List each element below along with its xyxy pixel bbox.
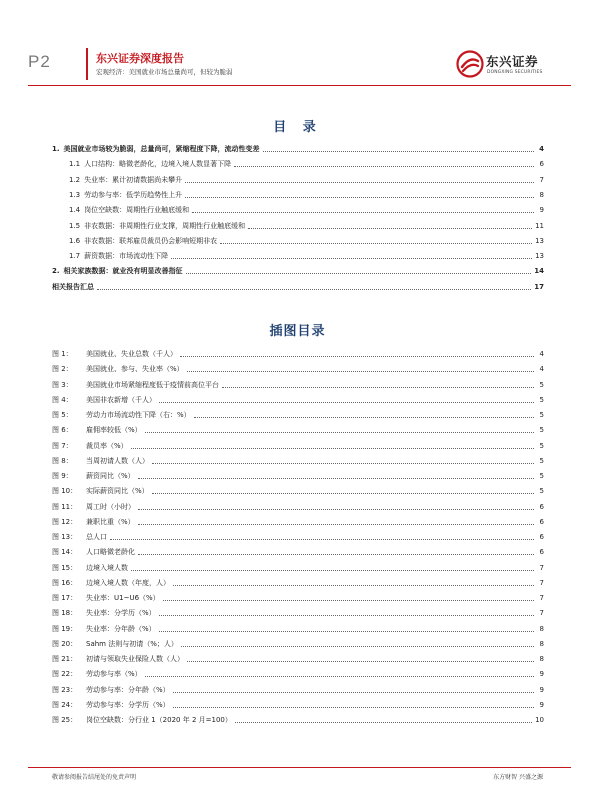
entry-page: 9 (539, 206, 544, 215)
figure-entry[interactable] (52, 515, 544, 527)
entry-number: 图 9： (52, 472, 73, 480)
entry-label: 初请与领取失业保险人数（人） (86, 655, 184, 663)
dot-leader (181, 646, 534, 647)
entry-page: 4 (539, 145, 544, 153)
entry-number: 图 5： (52, 411, 73, 419)
toc-entry[interactable] (52, 219, 544, 231)
entry-page: 6 (539, 517, 544, 526)
header-divider (86, 48, 88, 80)
entry-page: 6 (539, 502, 544, 511)
toc-entry[interactable] (52, 142, 544, 154)
entry-label: 当周初请人数（人） (86, 456, 149, 465)
entry-number: 图 1： (52, 350, 73, 358)
dot-leader (159, 615, 534, 616)
entry-number: 1.5 (69, 221, 81, 230)
report-title: 东兴证券深度报告 (96, 52, 184, 65)
figure-entry[interactable] (52, 500, 544, 512)
entry-label: 兼职比重（%） (86, 517, 135, 526)
entry-label: 岗位空缺数：分行业 1（2020 年 2 月=100） (86, 716, 232, 724)
entry-label: 人口略微老龄化 (86, 548, 135, 557)
dot-leader (138, 478, 534, 479)
entry-number: 1.1 (69, 160, 81, 169)
entry-page: 5 (539, 441, 544, 450)
logo-mark-icon (456, 50, 484, 78)
entry-number: 1.3 (69, 190, 81, 199)
figure-entry[interactable] (52, 347, 544, 359)
dot-leader (180, 356, 534, 357)
toc-entry[interactable] (52, 157, 544, 169)
dot-leader (152, 463, 534, 464)
dot-leader (171, 258, 532, 259)
logo-name: 东兴证券 (486, 54, 539, 69)
entry-label: 美国就业、失业总数（千人） (86, 350, 177, 358)
footer-rule (28, 767, 571, 768)
dot-leader (173, 707, 534, 708)
dot-leader (235, 722, 532, 723)
dot-leader (234, 166, 534, 167)
figure-entry[interactable] (52, 439, 544, 451)
entry-page: 7 (539, 594, 544, 602)
toc-entry[interactable] (52, 203, 544, 215)
entry-label: 劳动参与率：分学历（%） (86, 700, 170, 709)
entry-page: 5 (539, 395, 544, 404)
entry-label: 雇佣率较低（%） (86, 426, 142, 435)
dot-leader (263, 151, 534, 152)
entry-page: 14 (534, 267, 544, 276)
entry-page: 8 (539, 655, 544, 663)
logo-english: DONGXING SECURITIES (487, 70, 543, 75)
entry-label: 失业率：分学历（%） (86, 609, 156, 618)
dot-leader (131, 570, 534, 571)
header-rule (28, 85, 571, 86)
entry-page: 11 (535, 221, 544, 230)
entry-number: 图 4： (52, 395, 73, 404)
entry-number: 图 22： (52, 670, 78, 679)
entry-number: 图 15： (52, 563, 78, 572)
figure-entry[interactable] (52, 652, 544, 664)
entry-number: 图 16： (52, 578, 78, 587)
entry-number: 1.7 (69, 252, 81, 261)
entry-number: 图 10： (52, 487, 78, 496)
dot-leader (163, 600, 534, 601)
entry-page: 5 (539, 456, 544, 465)
dot-leader (220, 243, 532, 244)
figure-entry[interactable] (52, 484, 544, 496)
entry-number: 图 11： (52, 502, 78, 511)
dot-leader (138, 509, 534, 510)
figure-entry[interactable] (52, 454, 544, 466)
entry-page: 7 (539, 563, 544, 572)
toc-entry[interactable] (52, 173, 544, 185)
entry-label: 非农数据：联邦雇员裁员仍会影响短期非农 (84, 236, 218, 245)
dot-leader (222, 387, 534, 388)
dot-leader (173, 692, 534, 693)
entry-number: 图 21： (52, 655, 78, 663)
entry-number: 图 14： (52, 548, 78, 557)
dot-leader (185, 182, 534, 183)
entry-page: 8 (539, 624, 544, 633)
entry-page: 7 (539, 578, 544, 587)
entry-number: 1.6 (69, 236, 81, 245)
entry-number: 1. (52, 145, 60, 153)
entry-label: 劳动参与率（%） (86, 670, 142, 679)
entry-number: 图 2： (52, 365, 73, 374)
figure-entry[interactable] (52, 622, 544, 634)
entry-label: 失业率：U1~U6（%） (86, 594, 160, 602)
toc-entry[interactable] (52, 234, 544, 246)
figure-entry[interactable] (52, 667, 544, 679)
entry-label: 相关报告汇总 (52, 282, 94, 291)
dot-leader (145, 676, 534, 677)
dot-leader (152, 493, 534, 494)
entry-label: 失业率：累计初请数据尚未攀升 (84, 175, 183, 184)
figure-entry[interactable] (52, 561, 544, 573)
dot-leader (192, 212, 534, 213)
entry-number: 图 19： (52, 624, 78, 633)
figure-entry[interactable] (52, 698, 544, 710)
entry-label: 岗位空缺数：周期性行业触底缓和 (84, 206, 190, 215)
dot-leader (194, 417, 534, 418)
entry-page: 4 (539, 350, 544, 358)
toc-entry[interactable] (52, 280, 544, 292)
entry-number: 图 6： (52, 426, 73, 435)
entry-label: 美国非农新增（千人） (86, 395, 156, 404)
figure-list-title: 插图目录 (269, 324, 326, 339)
entry-label: 实际薪资同比（%） (86, 487, 149, 496)
entry-page: 17 (534, 282, 544, 291)
entry-label: 边境入境人数（年度，人） (86, 578, 170, 587)
figure-entry[interactable] (52, 576, 544, 588)
dot-leader (173, 585, 534, 586)
entry-label: 非农数据：非周期性行业支撑，周期性行业触底缓和 (84, 221, 246, 230)
entry-label: 裁员率（%） (86, 441, 128, 450)
dot-leader (185, 197, 534, 198)
entry-label: 美国就业、参与、失业率（%） (86, 365, 184, 374)
entry-page: 5 (539, 487, 544, 496)
figure-entry[interactable] (52, 713, 544, 725)
entry-page: 9 (539, 670, 544, 679)
figure-entry[interactable] (52, 545, 544, 557)
figure-entry[interactable] (52, 606, 544, 618)
entry-number: 图 13： (52, 533, 78, 541)
entry-page: 8 (539, 190, 544, 199)
entry-page: 5 (539, 426, 544, 435)
figure-entry[interactable] (52, 683, 544, 695)
entry-page: 7 (539, 175, 544, 184)
figure-entry[interactable] (52, 469, 544, 481)
figure-entry[interactable] (52, 591, 544, 603)
entry-number: 图 25： (52, 716, 78, 724)
figure-entry[interactable] (52, 362, 544, 374)
dot-leader (138, 524, 534, 525)
entry-page: 9 (539, 685, 544, 694)
dot-leader (248, 228, 532, 229)
dot-leader (187, 371, 534, 372)
entry-label: 周工时（小时） (86, 502, 135, 511)
dot-leader (186, 273, 532, 274)
dot-leader (110, 539, 534, 540)
entry-page: 13 (535, 252, 544, 261)
entry-number: 1.2 (69, 175, 81, 184)
figure-entry[interactable] (52, 408, 544, 420)
footer-slogan: 东方财智 兴盛之源 (493, 774, 543, 781)
dot-leader (145, 432, 534, 433)
entry-page: 7 (539, 609, 544, 618)
entry-label: Sahm 法则与初请（%；人） (86, 639, 178, 648)
dot-leader (131, 448, 534, 449)
dot-leader (97, 289, 531, 290)
entry-number: 图 17： (52, 594, 78, 602)
entry-page: 5 (539, 380, 544, 389)
figure-entry[interactable] (52, 378, 544, 390)
dot-leader (187, 661, 534, 662)
entry-label: 失业率：分年龄（%） (86, 624, 156, 633)
report-subtitle: 宏观经济：美国就业市场总量尚可，但较为脆弱 (96, 68, 233, 76)
entry-label: 薪资同比（%） (86, 472, 135, 480)
entry-number: 图 8： (52, 456, 73, 465)
entry-page: 5 (539, 472, 544, 480)
entry-label: 薪资数据：市场流动性下降 (84, 252, 169, 261)
entry-number: 图 23： (52, 685, 78, 694)
entry-label: 劳动力市场流动性下降（右：%） (86, 411, 191, 419)
entry-label: 相关家族数据：就业没有明显改善指征 (63, 267, 183, 276)
company-logo (456, 50, 552, 80)
entry-number: 2. (52, 267, 60, 276)
entry-page: 13 (535, 236, 544, 245)
entry-label: 人口结构：略微老龄化，边境入境人数显著下降 (84, 160, 232, 169)
entry-page: 4 (539, 365, 544, 374)
figure-entry[interactable] (52, 637, 544, 649)
entry-number: 图 18： (52, 609, 78, 618)
entry-number: 图 3： (52, 380, 73, 389)
page-number: P2 (28, 52, 51, 71)
entry-page: 9 (539, 700, 544, 709)
entry-label: 美国就业市场较为脆弱，总量尚可，紧缩程度下降，流动性变差 (63, 145, 260, 153)
entry-page: 6 (539, 160, 544, 169)
entry-label: 劳动参与率：低学历趋势性上升 (84, 190, 183, 199)
dot-leader (159, 402, 534, 403)
figure-entry[interactable] (52, 393, 544, 405)
entry-label: 边境入境人数 (86, 563, 128, 572)
dot-leader (159, 631, 534, 632)
toc-entry[interactable] (52, 188, 544, 200)
entry-page: 5 (539, 411, 544, 419)
entry-number: 图 24： (52, 700, 78, 709)
entry-label: 美国就业市场紧缩程度低于疫情前高位平台 (86, 380, 219, 389)
entry-page: 10 (535, 716, 544, 724)
entry-number: 1.4 (69, 206, 81, 215)
entry-label: 劳动参与率：分年龄（%） (86, 685, 170, 694)
entry-page: 8 (539, 639, 544, 648)
figure-entry[interactable] (52, 530, 544, 542)
toc-title: 目 录 (273, 120, 322, 135)
entry-number: 图 20： (52, 639, 78, 648)
toc-entry[interactable] (52, 264, 544, 276)
entry-number: 图 7： (52, 441, 73, 450)
toc-entry[interactable] (52, 249, 544, 261)
footer-disclaimer: 敬请参阅报告结尾处的免责声明 (52, 774, 137, 781)
dot-leader (138, 554, 534, 555)
entry-label: 总人口 (86, 533, 107, 541)
entry-number: 图 12： (52, 517, 78, 526)
entry-page: 6 (539, 548, 544, 557)
entry-page: 6 (539, 533, 544, 541)
figure-entry[interactable] (52, 423, 544, 435)
